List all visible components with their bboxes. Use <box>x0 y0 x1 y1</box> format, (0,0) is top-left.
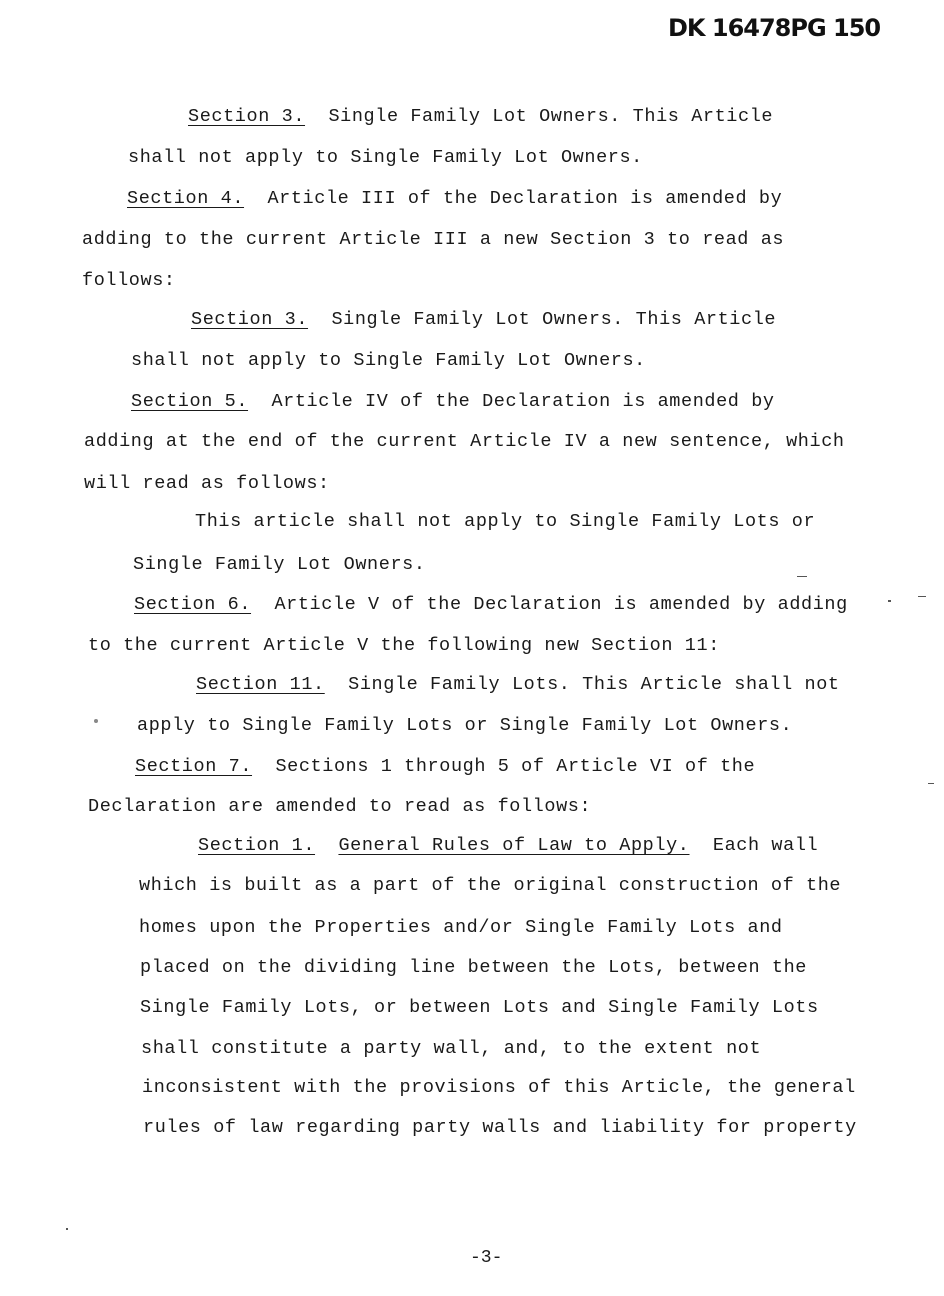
paragraph-line <box>131 350 646 371</box>
section-label: Section 7. <box>135 756 253 777</box>
paragraph-line <box>84 431 845 452</box>
paragraph-line <box>135 756 755 777</box>
paragraph-line <box>133 554 426 575</box>
line-text: inconsistent with the provisions of this Article, the general <box>142 1077 856 1098</box>
paragraph-line <box>140 957 807 978</box>
scan-speck <box>928 783 934 784</box>
paragraph-line <box>139 875 841 896</box>
line-text: homes upon the Properties and/or Single Family Lots and <box>139 917 783 938</box>
line-text: Article V of the Declaration is amended by adding <box>274 594 848 615</box>
paragraph-line <box>196 674 840 695</box>
section-label: Section 6. <box>134 594 252 615</box>
scan-speck <box>66 1228 68 1230</box>
section-label: Section 3. <box>188 106 306 127</box>
paragraph-line <box>137 715 792 736</box>
section-label: Section 11. <box>196 674 325 695</box>
line-text: to the current Article V the following new Section 11: <box>88 635 720 656</box>
line-text: rules of law regarding party walls and liability for property <box>143 1117 857 1138</box>
section-label: Section 5. <box>131 391 249 412</box>
line-text: Single Family Lot Owners. This Article <box>328 106 774 127</box>
paragraph-line <box>88 635 720 656</box>
paragraph-line <box>131 391 775 412</box>
line-text: Declaration are amended to read as follows: <box>88 796 592 817</box>
paragraph-line <box>88 796 591 817</box>
paragraph-line <box>191 309 776 330</box>
section-label: Section 4. <box>127 188 245 209</box>
line-text: Single Family Lots. This Article shall not <box>348 674 840 695</box>
scan-speck <box>94 719 98 723</box>
line-text: placed on the dividing line between the Lots, between the <box>140 957 808 978</box>
section-label: Section 3. <box>191 309 309 330</box>
page-number: -3- <box>470 1248 503 1268</box>
line-text: Article IV of the Declaration is amended by <box>271 391 775 412</box>
section-heading: General Rules of Law to Apply. <box>338 835 690 856</box>
paragraph-line <box>82 270 176 291</box>
line-text: will read as follows: <box>84 473 330 494</box>
line-text: Single Family Lot Owners. <box>133 554 426 575</box>
line-text: adding to the current Article III a new Section 3 to read as <box>82 229 785 250</box>
paragraph-line <box>195 511 815 532</box>
paragraph-line <box>198 835 818 856</box>
line-text: apply to Single Family Lots or Single Family Lot Owners. <box>137 715 793 736</box>
line-text: Article III of the Declaration is amended by <box>267 188 783 209</box>
paragraph-line <box>139 917 783 938</box>
paragraph-line <box>188 106 773 127</box>
line-text: This article shall not apply to Single Family Lots or <box>195 511 816 532</box>
paragraph-line <box>127 188 782 209</box>
line-text: Single Family Lot Owners. This Article <box>331 309 777 330</box>
section-label: Section 1. <box>198 835 316 856</box>
line-text: which is built as a part of the original construction of the <box>139 875 842 896</box>
paragraph-line <box>140 997 819 1018</box>
line-text: Single Family Lots, or between Lots and Single Family Lots <box>140 997 819 1018</box>
scan-speck <box>797 576 807 577</box>
line-text: shall constitute a party wall, and, to the extent not <box>141 1038 762 1059</box>
scan-speck <box>918 596 926 597</box>
line-text: shall not apply to Single Family Lot Owners. <box>131 350 646 371</box>
line-text: Sections 1 through 5 of Article VI of the <box>275 756 756 777</box>
paragraph-line <box>142 1077 856 1098</box>
paragraph-line <box>84 473 330 494</box>
paragraph-line <box>128 147 643 168</box>
paragraph-line <box>141 1038 761 1059</box>
line-text: follows: <box>82 270 176 291</box>
line-text: adding at the end of the current Article IV a new sentence, which <box>84 431 845 452</box>
scan-speck <box>888 600 891 602</box>
paragraph-line <box>143 1117 857 1138</box>
paragraph-line <box>82 229 784 250</box>
recording-stamp: DK 16478PG 150 <box>668 14 881 42</box>
line-text: Each wall <box>712 835 819 856</box>
paragraph-line <box>134 594 848 615</box>
line-text: shall not apply to Single Family Lot Owners. <box>128 147 643 168</box>
